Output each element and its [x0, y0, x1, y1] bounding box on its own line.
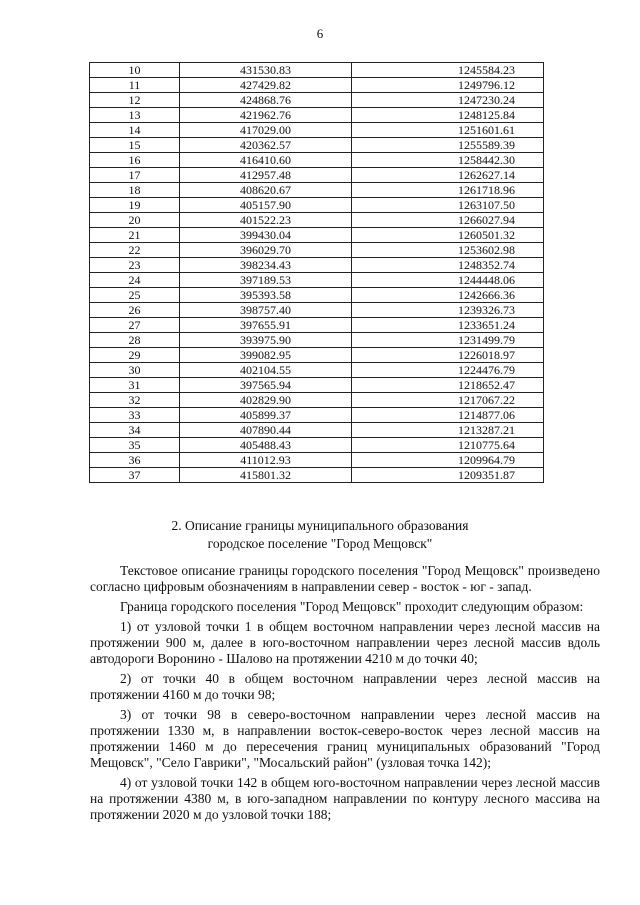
- table-row: [90, 63, 544, 78]
- table-row: [90, 333, 544, 348]
- y-coordinate-cell: 1260501.32: [352, 228, 544, 243]
- coordinates-table: [89, 62, 544, 483]
- y-coordinate-cell: 1262627.14: [352, 168, 544, 183]
- point-number-cell: 37: [90, 468, 180, 483]
- table-row: [90, 393, 544, 408]
- point-number-cell: 18: [90, 183, 180, 198]
- point-number-cell: 22: [90, 243, 180, 258]
- point-number-cell: 21: [90, 228, 180, 243]
- paragraph-route-intro: Граница городского поселения "Город Мещовск" проходит следующим образом:: [120, 599, 584, 614]
- point-number-cell: 27: [90, 318, 180, 333]
- y-coordinate-cell: 1209964.79: [352, 453, 544, 468]
- y-coordinate-cell: 1218652.47: [352, 378, 544, 393]
- point-number-cell: 25: [90, 288, 180, 303]
- x-coordinate-cell: 401522.23: [180, 213, 352, 228]
- table-row: [90, 423, 544, 438]
- table-row: [90, 198, 544, 213]
- x-coordinate-cell: 398234.43: [180, 258, 352, 273]
- x-coordinate-cell: 412957.48: [180, 168, 352, 183]
- y-coordinate-cell: 1231499.79: [352, 333, 544, 348]
- paragraph-segment-2: 2) от точки 40 в общем восточном направлении через лесной массив на протяжении 4160 м до точки 98;: [90, 671, 600, 702]
- point-number-cell: 19: [90, 198, 180, 213]
- table-row: [90, 243, 544, 258]
- x-coordinate-cell: 405157.90: [180, 198, 352, 213]
- y-coordinate-cell: 1242666.36: [352, 288, 544, 303]
- paragraph-segment-4: 4) от узловой точки 142 в общем юго-восточном направлении через лесной массив на протяжении 4380 м, в юго-западном направлении по контуру лесного массива на протяжении 2020 м до узловой точки 188;: [90, 775, 600, 822]
- y-coordinate-cell: 1239326.73: [352, 303, 544, 318]
- x-coordinate-cell: 397655.91: [180, 318, 352, 333]
- y-coordinate-cell: 1213287.21: [352, 423, 544, 438]
- x-coordinate-cell: 420362.57: [180, 138, 352, 153]
- table-row: [90, 348, 544, 363]
- y-coordinate-cell: 1209351.87: [352, 468, 544, 483]
- point-number-cell: 26: [90, 303, 180, 318]
- coordinates-table-body: [90, 63, 544, 483]
- section-heading-line-2: городское поселение "Город Мещовск": [207, 536, 433, 551]
- table-row: [90, 363, 544, 378]
- y-coordinate-cell: 1258442.30: [352, 153, 544, 168]
- point-number-cell: 23: [90, 258, 180, 273]
- x-coordinate-cell: 397189.53: [180, 273, 352, 288]
- y-coordinate-cell: 1245584.23: [352, 63, 544, 78]
- y-coordinate-cell: 1210775.64: [352, 438, 544, 453]
- table-row: [90, 303, 544, 318]
- table-row: [90, 93, 544, 108]
- y-coordinate-cell: 1261718.96: [352, 183, 544, 198]
- point-number-cell: 32: [90, 393, 180, 408]
- point-number-cell: 36: [90, 453, 180, 468]
- x-coordinate-cell: 416410.60: [180, 153, 352, 168]
- point-number-cell: 29: [90, 348, 180, 363]
- point-number-cell: 10: [90, 63, 180, 78]
- table-row: [90, 258, 544, 273]
- x-coordinate-cell: 427429.82: [180, 78, 352, 93]
- x-coordinate-cell: 397565.94: [180, 378, 352, 393]
- table-row: [90, 138, 544, 153]
- point-number-cell: 28: [90, 333, 180, 348]
- point-number-cell: 17: [90, 168, 180, 183]
- y-coordinate-cell: 1217067.22: [352, 393, 544, 408]
- x-coordinate-cell: 399430.04: [180, 228, 352, 243]
- y-coordinate-cell: 1226018.97: [352, 348, 544, 363]
- point-number-cell: 11: [90, 78, 180, 93]
- x-coordinate-cell: 431530.83: [180, 63, 352, 78]
- point-number-cell: 35: [90, 438, 180, 453]
- paragraph-segment-1: 1) от узловой точки 1 в общем восточном направлении через лесной массив на протяжении 900 м, далее в юго-восточном направлении через лесной массив вдоль автодороги Воронино - Шалово на протяжении 4210 м до точки 40;: [90, 619, 600, 666]
- table-row: [90, 378, 544, 393]
- y-coordinate-cell: 1224476.79: [352, 363, 544, 378]
- table-row: [90, 153, 544, 168]
- point-number-cell: 20: [90, 213, 180, 228]
- x-coordinate-cell: 396029.70: [180, 243, 352, 258]
- y-coordinate-cell: 1249796.12: [352, 78, 544, 93]
- point-number-cell: 15: [90, 138, 180, 153]
- table-row: [90, 228, 544, 243]
- point-number-cell: 34: [90, 423, 180, 438]
- table-row: [90, 288, 544, 303]
- point-number-cell: 24: [90, 273, 180, 288]
- x-coordinate-cell: 405488.43: [180, 438, 352, 453]
- x-coordinate-cell: 398757.40: [180, 303, 352, 318]
- table-row: [90, 318, 544, 333]
- x-coordinate-cell: 395393.58: [180, 288, 352, 303]
- x-coordinate-cell: 399082.95: [180, 348, 352, 363]
- y-coordinate-cell: 1233651.24: [352, 318, 544, 333]
- point-number-cell: 30: [90, 363, 180, 378]
- paragraph-segment-3: 3) от точки 98 в северо-восточном направлении через лесной массив на протяжении 1330 м, в направлении восток-северо-восток через лесной массив на протяжении 1460 м до пересечения границ муниципальных образований "Город Мещовск", "Село Гаврики", "Мосальский район" (узловая точка 142);: [90, 707, 600, 770]
- x-coordinate-cell: 402829.90: [180, 393, 352, 408]
- table-row: [90, 468, 544, 483]
- x-coordinate-cell: 415801.32: [180, 468, 352, 483]
- point-number-cell: 16: [90, 153, 180, 168]
- table-row: [90, 438, 544, 453]
- table-row: [90, 123, 544, 138]
- x-coordinate-cell: 407890.44: [180, 423, 352, 438]
- x-coordinate-cell: 411012.93: [180, 453, 352, 468]
- x-coordinate-cell: 417029.00: [180, 123, 352, 138]
- point-number-cell: 13: [90, 108, 180, 123]
- y-coordinate-cell: 1255589.39: [352, 138, 544, 153]
- paragraph-intro: Текстовое описание границы городского поселения "Город Мещовск" произведено согласно цифровым обозначениям в направлении север - восток - юг - запад.: [90, 563, 600, 594]
- y-coordinate-cell: 1266027.94: [352, 213, 544, 228]
- section-heading-line-1: 2. Описание границы муниципального образования: [171, 518, 469, 533]
- table-row: [90, 78, 544, 93]
- y-coordinate-cell: 1263107.50: [352, 198, 544, 213]
- table-row: [90, 273, 544, 288]
- y-coordinate-cell: 1253602.98: [352, 243, 544, 258]
- x-coordinate-cell: 405899.37: [180, 408, 352, 423]
- description-text: [90, 563, 600, 827]
- y-coordinate-cell: 1244448.06: [352, 273, 544, 288]
- point-number-cell: 12: [90, 93, 180, 108]
- y-coordinate-cell: 1248125.84: [352, 108, 544, 123]
- x-coordinate-cell: 402104.55: [180, 363, 352, 378]
- x-coordinate-cell: 424868.76: [180, 93, 352, 108]
- table-row: [90, 183, 544, 198]
- table-row: [90, 213, 544, 228]
- section-heading: [90, 517, 550, 553]
- point-number-cell: 31: [90, 378, 180, 393]
- table-row: [90, 408, 544, 423]
- y-coordinate-cell: 1247230.24: [352, 93, 544, 108]
- table-row: [90, 453, 544, 468]
- page-number: 6: [316, 26, 324, 41]
- table-row: [90, 168, 544, 183]
- y-coordinate-cell: 1214877.06: [352, 408, 544, 423]
- point-number-cell: 33: [90, 408, 180, 423]
- y-coordinate-cell: 1251601.61: [352, 123, 544, 138]
- x-coordinate-cell: 408620.67: [180, 183, 352, 198]
- x-coordinate-cell: 393975.90: [180, 333, 352, 348]
- y-coordinate-cell: 1248352.74: [352, 258, 544, 273]
- x-coordinate-cell: 421962.76: [180, 108, 352, 123]
- table-row: [90, 108, 544, 123]
- point-number-cell: 14: [90, 123, 180, 138]
